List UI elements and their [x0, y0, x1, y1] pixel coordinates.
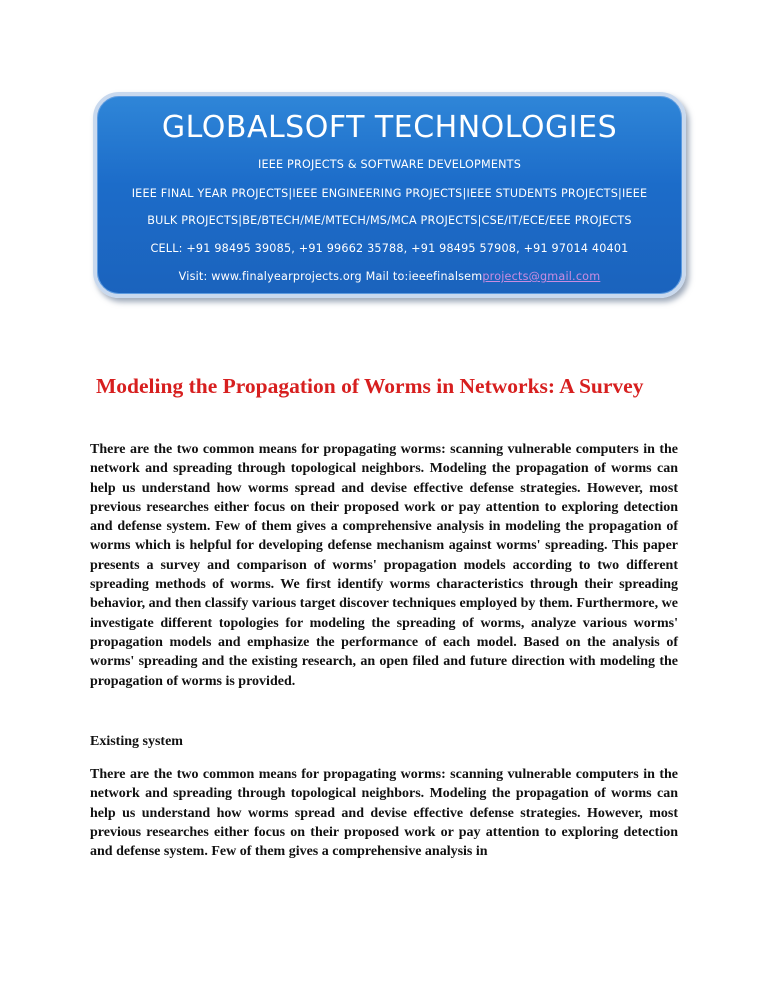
banner-projects-line-1: IEEE FINAL YEAR PROJECTS|IEEE ENGINEERING PROJECTS|IEEE STUDENTS PROJECTS|IEEE: [131, 187, 648, 200]
existing-system-heading: Existing system: [90, 734, 183, 749]
banner-projects-line-2: BULK PROJECTS|BE/BTECH/ME/MTECH/MS/MCA PROJECTS|CSE/IT/ECE/EEE PROJECTS: [147, 214, 632, 227]
document-title: Modeling the Propagation of Worms in Networks: A Survey: [96, 374, 644, 398]
banner-visit-text: Visit: www.finalyearprojects.org Mail to:ieeefinalsem: [178, 270, 483, 283]
mail-link[interactable]: projects@gmail.com: [482, 270, 601, 283]
banner-tagline: IEEE PROJECTS & SOFTWARE DEVELOPMENTS: [257, 158, 522, 171]
header-banner: [93, 92, 686, 298]
existing-system-paragraph: There are the two common means for propagating worms: scanning vulnerable computers in the network and spreading through topological neighbors. Modeling the propagation of worms can help us understand how worms spread and devise effective defense strategies. However, most previous researches either focus on their proposed work or pay attention to exploring detection and defense system. Few of them gives a comprehensive analysis in: [90, 767, 678, 860]
abstract-paragraph: There are the two common means for propagating worms: scanning vulnerable computers in the network and spreading through topological neighbors. Modeling the propagation of worms can help us understand how worms spread and devise effective defense strategies. However, most previous researches either focus on their proposed work or pay attention to exploring detection and defense system. Few of them gives a comprehensive analysis in modeling the propagation of worms which is helpful for developing defense mechanism against worms' spreading. This paper presents a survey and comparison of worms' propagation models according to two different spreading methods of worms. We first identify worms characteristics through their spreading behavior, and then classify various target discover techniques employed by them. Furthermore, we investigate different topologies for modeling the spreading of worms, analyze various worms' propagation models and emphasize the performance of each model. Based on the analysis of worms' spreading and the existing research, an open filed and future direction with modeling the propagation of worms is provided.: [90, 442, 678, 689]
banner-contact-line: [97, 270, 682, 283]
company-name: GLOBALSOFT TECHNOLOGIES: [161, 110, 618, 145]
banner-phone-numbers: CELL: +91 98495 39085, +91 99662 35788, +91 98495 57908, +91 97014 40401: [150, 242, 629, 255]
